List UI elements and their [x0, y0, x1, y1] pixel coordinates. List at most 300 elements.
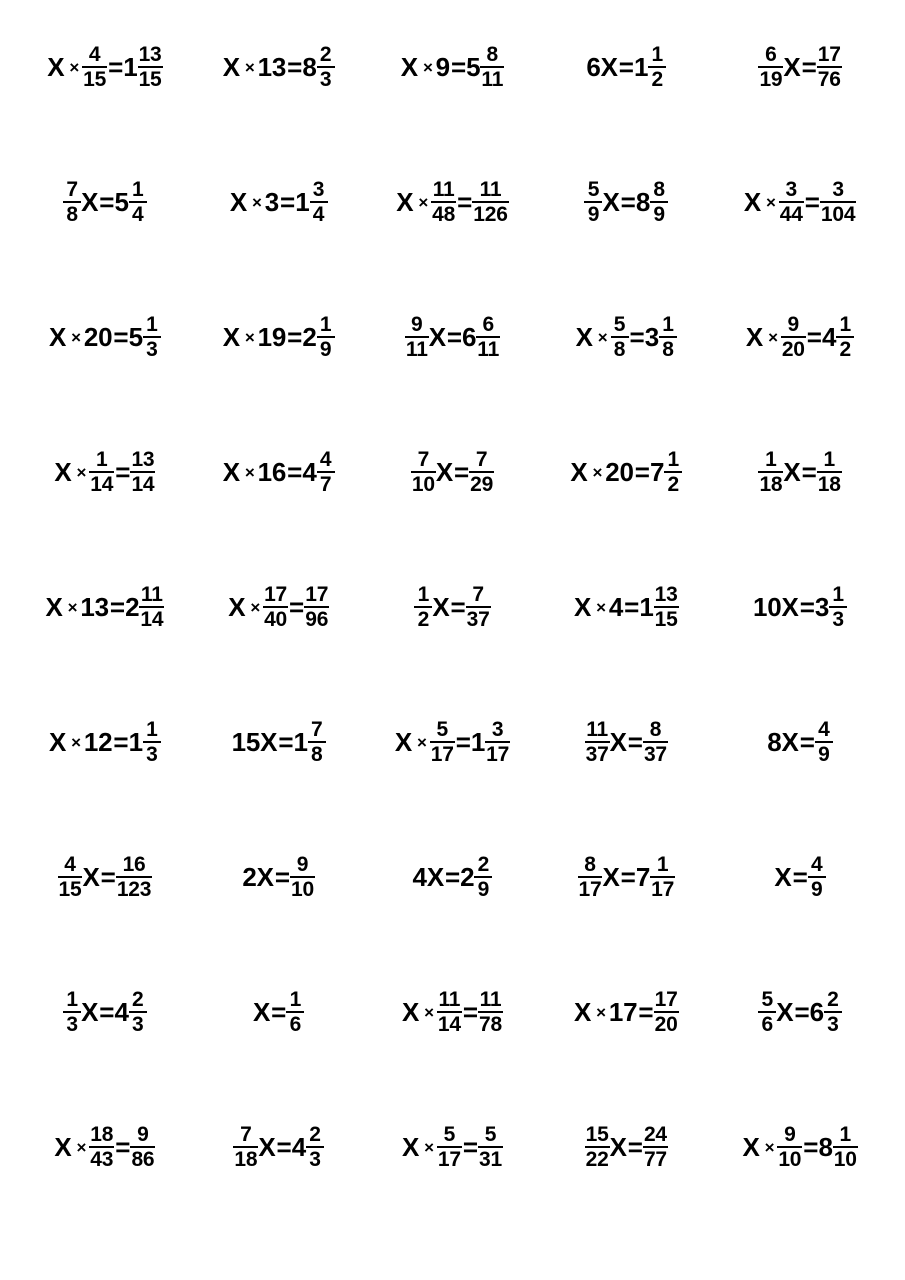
fraction-denominator: 3	[66, 1013, 78, 1036]
equation-right-side	[129, 314, 161, 360]
fraction-denominator: 37	[585, 743, 609, 766]
equation-r1c5	[758, 44, 841, 90]
multiply-operator: ×	[596, 597, 606, 617]
equation-left-side	[223, 459, 286, 485]
equation-left-side	[223, 54, 286, 80]
problem-cell-r5c3[interactable]	[366, 576, 540, 630]
fraction-numerator: 17	[654, 988, 678, 1011]
multiply-operator: ×	[422, 57, 433, 77]
fraction	[643, 1124, 668, 1170]
fraction	[659, 314, 677, 360]
equals-sign: =	[618, 52, 633, 82]
fraction-numerator: 9	[296, 853, 309, 876]
equation-right-side	[286, 989, 304, 1035]
fraction-denominator: 3	[309, 1148, 321, 1171]
problem-cell-r8c3[interactable]	[366, 981, 540, 1035]
variable-x: X	[783, 457, 801, 487]
equation-right-side	[295, 179, 327, 225]
fraction	[578, 854, 603, 900]
multiply-operator: ×	[244, 462, 255, 482]
fraction	[650, 854, 675, 900]
fraction-denominator: 6	[289, 1013, 302, 1036]
variable-x: X	[54, 1132, 72, 1162]
problem-cell-r9c4[interactable]	[539, 1116, 713, 1170]
problem-cell-r9c1[interactable]	[18, 1116, 192, 1170]
equation-right-side	[123, 44, 162, 90]
multiply-operator: ×	[76, 462, 87, 482]
whole-number: 3	[264, 187, 280, 217]
fraction	[584, 179, 602, 225]
multiply-operator: ×	[244, 57, 255, 77]
fraction-numerator: 4	[319, 448, 332, 471]
whole-number: 4	[821, 322, 837, 352]
equation-right-side	[116, 854, 152, 900]
fraction-numerator: 2	[827, 988, 839, 1011]
equals-sign: =	[806, 322, 821, 352]
equals-sign: =	[801, 457, 816, 487]
equation-right-side	[292, 1124, 324, 1170]
fraction-denominator: 9	[319, 338, 332, 361]
variable-x: X	[222, 322, 240, 352]
fraction-denominator: 3	[319, 68, 332, 91]
problem-cell-r1c3[interactable]	[366, 36, 540, 90]
whole-number: 7	[635, 862, 651, 892]
whole-number: 19	[257, 322, 287, 352]
fraction-denominator: 2	[651, 68, 663, 91]
fraction-denominator: 78	[479, 1013, 502, 1036]
fraction-numerator: 5	[436, 718, 448, 741]
problem-cell-r2c5[interactable]	[713, 171, 887, 225]
fraction-denominator: 9	[653, 203, 665, 226]
fraction-numerator: 5	[761, 988, 774, 1011]
fraction-denominator: 37	[466, 608, 490, 631]
equation-left-side	[233, 1124, 275, 1170]
equation-right-side	[808, 854, 826, 900]
multiply-operator: ×	[418, 192, 429, 212]
equation-right-side	[650, 449, 682, 495]
whole-number: 5	[114, 187, 129, 217]
fraction-numerator: 7	[417, 448, 430, 471]
variable-x: X	[401, 1132, 420, 1162]
fraction-numerator: 1	[96, 448, 108, 471]
fraction	[833, 1124, 858, 1170]
problem-cell-r7c1[interactable]	[18, 846, 192, 900]
fraction	[139, 584, 164, 630]
equals-sign: =	[113, 727, 128, 757]
fraction	[654, 584, 679, 630]
equation-r4c3	[411, 449, 494, 495]
fraction	[437, 989, 462, 1035]
fraction-denominator: 3	[146, 743, 158, 766]
fraction	[317, 449, 335, 495]
equation-left-side	[63, 179, 98, 225]
variable-x: X	[781, 592, 799, 622]
problem-cell-r6c2[interactable]	[192, 711, 366, 765]
equals-sign: =	[115, 457, 130, 487]
problem-cell-r2c1[interactable]	[18, 171, 192, 225]
fraction-numerator: 17	[264, 583, 288, 606]
equation-left-side	[54, 1124, 114, 1170]
whole-number: 7	[649, 457, 665, 487]
whole-number: 4	[412, 862, 427, 892]
fraction-denominator: 9	[811, 878, 823, 901]
multiply-operator: ×	[69, 57, 80, 77]
equation-left-side	[63, 989, 98, 1035]
equation-right-side	[460, 854, 492, 900]
equation-right-side	[478, 989, 503, 1035]
whole-number: 20	[605, 457, 634, 487]
fraction-denominator: 8	[311, 743, 323, 766]
variable-x: X	[774, 862, 792, 892]
problem-cell-r8c2[interactable]	[192, 981, 366, 1035]
fraction-numerator: 1	[146, 313, 158, 336]
fraction-denominator: 76	[817, 68, 841, 91]
fraction-denominator: 3	[832, 608, 844, 631]
multiply-operator: ×	[597, 327, 608, 347]
equation-left-side	[586, 54, 617, 80]
fraction	[781, 314, 806, 360]
whole-number: 16	[257, 457, 287, 487]
equation-right-side	[130, 449, 155, 495]
fraction-numerator: 8	[653, 178, 665, 201]
fraction	[815, 719, 833, 765]
whole-number: 5	[128, 322, 143, 352]
multiply-operator: ×	[596, 1002, 606, 1022]
problem-row	[18, 1116, 887, 1251]
fraction-numerator: 16	[122, 853, 146, 876]
fraction-numerator: 1	[839, 1123, 851, 1146]
problem-cell-r3c2[interactable]	[192, 306, 366, 360]
fraction-denominator: 4	[312, 203, 325, 226]
fraction	[480, 44, 504, 90]
fraction-numerator: 13	[654, 583, 678, 606]
problem-cell-r9c5[interactable]	[713, 1116, 887, 1170]
variable-x: X	[609, 727, 627, 757]
equation-left-side	[253, 999, 270, 1025]
equation-left-side	[758, 44, 800, 90]
fraction-numerator: 3	[785, 178, 797, 201]
equation-left-side	[232, 729, 278, 755]
equation-right-side	[815, 584, 847, 630]
problem-cell-r6c4[interactable]	[539, 711, 713, 765]
fraction-numerator: 17	[817, 43, 841, 66]
fraction	[430, 719, 455, 765]
fraction-denominator: 14	[90, 473, 114, 496]
equation-r2c3	[396, 179, 509, 225]
fraction	[664, 449, 682, 495]
fraction-numerator: 17	[305, 583, 329, 606]
equation-right-side	[817, 44, 842, 90]
fraction	[808, 854, 826, 900]
whole-number: 9	[435, 52, 450, 82]
equation-r9c1	[54, 1124, 155, 1170]
problem-cell-r8c4[interactable]	[539, 981, 713, 1035]
whole-number: 5	[466, 52, 481, 82]
equation-r8c3	[402, 989, 503, 1035]
fraction-numerator: 1	[651, 43, 663, 66]
equation-r7c5	[774, 854, 825, 900]
equation-right-side	[469, 449, 494, 495]
fraction-numerator: 3	[491, 718, 504, 741]
problem-cell-r3c5[interactable]	[713, 306, 887, 360]
fraction-numerator: 1	[667, 448, 679, 471]
equation-right-side	[643, 1124, 668, 1170]
equation-left-side	[45, 594, 108, 620]
equation-r4c5	[758, 449, 841, 495]
equation-left-side	[411, 449, 453, 495]
fraction-denominator: 31	[479, 1148, 502, 1171]
whole-number: 10	[753, 592, 782, 622]
whole-number: 20	[83, 322, 113, 352]
equation-r6c3	[395, 719, 510, 765]
variable-x: X	[396, 187, 414, 217]
problem-row	[18, 576, 887, 711]
variable-x: X	[401, 997, 420, 1027]
fraction-denominator: 44	[779, 203, 803, 226]
fraction-denominator: 4	[131, 203, 144, 226]
problem-cell-r5c4[interactable]	[539, 576, 713, 630]
variable-x: X	[81, 187, 99, 217]
equation-r5c3	[414, 584, 490, 630]
fraction	[308, 719, 326, 765]
equals-sign: =	[453, 457, 469, 487]
problem-cell-r7c5[interactable]	[713, 846, 887, 900]
fraction-numerator: 13	[131, 448, 155, 471]
whole-number: 12	[83, 727, 113, 757]
problem-cell-r2c2[interactable]	[192, 171, 366, 225]
variable-x: X	[260, 727, 278, 757]
whole-number: 4	[291, 1132, 306, 1162]
equation-r2c4	[584, 179, 668, 225]
problem-cell-r5c2[interactable]	[192, 576, 366, 630]
problem-cell-r3c4[interactable]	[539, 306, 713, 360]
fraction-numerator: 8	[486, 43, 499, 66]
fraction-denominator: 8	[66, 203, 78, 226]
equals-sign: =	[271, 997, 286, 1027]
fraction-denominator: 6	[761, 1013, 774, 1036]
fraction-numerator: 9	[411, 313, 423, 336]
equals-sign: =	[444, 862, 460, 892]
equation-left-side	[758, 989, 793, 1035]
variable-x: X	[776, 997, 794, 1027]
equation-left-side	[742, 1124, 802, 1170]
fraction-denominator: 126	[473, 203, 508, 226]
multiply-operator: ×	[765, 192, 776, 212]
equals-sign: =	[799, 727, 814, 757]
variable-x: X	[783, 52, 801, 82]
problem-cell-r7c4[interactable]	[539, 846, 713, 900]
fraction	[82, 44, 107, 90]
equation-right-side	[645, 314, 677, 360]
fraction	[476, 314, 500, 360]
fraction-denominator: 14	[140, 608, 164, 631]
equals-sign: =	[624, 592, 639, 622]
fraction-numerator: 13	[138, 43, 162, 66]
fraction	[130, 449, 155, 495]
equals-sign: =	[287, 52, 302, 82]
fraction-denominator: 77	[643, 1148, 667, 1171]
equation-left-side	[223, 324, 286, 350]
fraction	[89, 449, 114, 495]
problem-cell-r3c1[interactable]	[18, 306, 192, 360]
equation-r5c5	[753, 584, 847, 630]
equation-left-side	[230, 189, 279, 215]
problem-cell-r1c1[interactable]	[18, 36, 192, 90]
equation-left-side	[767, 729, 798, 755]
problem-row	[18, 981, 887, 1116]
fraction-numerator: 6	[765, 43, 777, 66]
whole-number: 8	[302, 52, 317, 82]
variable-x: X	[609, 1132, 627, 1162]
problem-cell-r4c4[interactable]	[539, 441, 713, 495]
problem-cell-r5c1[interactable]	[18, 576, 192, 630]
fraction-denominator: 43	[90, 1148, 114, 1171]
equation-r4c1	[54, 449, 155, 495]
variable-x: X	[575, 322, 593, 352]
problem-cell-r8c5[interactable]	[713, 981, 887, 1035]
fraction	[58, 854, 83, 900]
equals-sign: =	[620, 187, 635, 217]
fraction-denominator: 86	[131, 1148, 155, 1171]
fraction-denominator: 14	[437, 1013, 461, 1036]
fraction	[129, 179, 147, 225]
problem-cell-r3c3[interactable]	[366, 306, 540, 360]
fraction	[143, 719, 161, 765]
problem-cell-r4c5[interactable]	[713, 441, 887, 495]
fraction	[317, 314, 335, 360]
fraction-denominator: 17	[486, 743, 510, 766]
whole-number: 1	[470, 727, 486, 757]
multiply-operator: ×	[417, 732, 427, 752]
equation-right-side	[815, 719, 833, 765]
equals-sign: =	[99, 187, 114, 217]
problem-cell-r1c2[interactable]	[192, 36, 366, 90]
fraction-denominator: 11	[481, 68, 504, 91]
problem-cell-r2c4[interactable]	[539, 171, 713, 225]
equation-right-side	[302, 44, 334, 90]
fraction	[474, 854, 492, 900]
fraction	[648, 44, 666, 90]
problem-cell-r6c1[interactable]	[18, 711, 192, 765]
problem-cell-r6c3[interactable]	[366, 711, 540, 765]
whole-number: 4	[302, 457, 317, 487]
fraction	[116, 854, 152, 900]
equals-sign: =	[455, 727, 470, 757]
fraction-denominator: 96	[305, 608, 329, 631]
multiply-operator: ×	[76, 1137, 87, 1157]
problem-cell-r9c3[interactable]	[366, 1116, 540, 1170]
fraction-numerator: 7	[311, 718, 323, 741]
whole-number: 15	[231, 727, 261, 757]
fraction-denominator: 2	[667, 473, 679, 496]
fraction	[654, 989, 679, 1035]
variable-x: X	[253, 997, 271, 1027]
equals-sign: =	[804, 187, 819, 217]
equation-left-side	[570, 459, 633, 485]
fraction	[585, 719, 610, 765]
fraction	[478, 989, 503, 1035]
equation-right-side	[478, 1124, 503, 1170]
problem-cell-r2c3[interactable]	[366, 171, 540, 225]
problem-cell-r4c1[interactable]	[18, 441, 192, 495]
fraction	[820, 179, 856, 225]
whole-number: 13	[80, 592, 109, 622]
fraction	[650, 179, 668, 225]
fraction-numerator: 11	[438, 988, 461, 1011]
problem-cell-r6c5[interactable]	[713, 711, 887, 765]
fraction-denominator: 14	[131, 473, 155, 496]
variable-x: X	[745, 322, 764, 352]
fraction-numerator: 15	[585, 1123, 609, 1146]
fraction	[290, 854, 315, 900]
fraction-numerator: 1	[66, 988, 78, 1011]
fraction-denominator: 40	[264, 608, 288, 631]
problem-cell-r8c1[interactable]	[18, 981, 192, 1035]
fraction	[829, 584, 847, 630]
problem-cell-r5c5[interactable]	[713, 576, 887, 630]
fraction-numerator: 4	[64, 853, 76, 876]
fraction	[469, 449, 494, 495]
problem-cell-r4c3[interactable]	[366, 441, 540, 495]
fraction-denominator: 18	[759, 473, 783, 496]
equation-left-side	[746, 314, 806, 360]
equals-sign: =	[803, 1132, 818, 1162]
fraction-numerator: 4	[811, 853, 823, 876]
equation-r6c5	[767, 719, 833, 765]
equation-r3c3	[405, 314, 500, 360]
fraction-numerator: 1	[832, 583, 844, 606]
equation-left-side	[774, 864, 791, 890]
fraction-denominator: 19	[759, 68, 783, 91]
problem-cell-r7c3[interactable]	[366, 846, 540, 900]
equation-left-side	[401, 54, 450, 80]
equation-r3c1	[49, 314, 161, 360]
fraction-denominator: 15	[83, 68, 107, 91]
fraction	[817, 44, 842, 90]
multiply-operator: ×	[592, 462, 603, 482]
problem-cell-r1c4[interactable]	[539, 36, 713, 90]
fraction-denominator: 15	[58, 878, 82, 901]
equation-right-side	[302, 449, 334, 495]
equals-sign: =	[109, 592, 125, 622]
problem-cell-r1c5[interactable]	[713, 36, 887, 90]
fraction-denominator: 20	[654, 1013, 678, 1036]
fraction-numerator: 8	[649, 718, 662, 741]
problem-cell-r9c2[interactable]	[192, 1116, 366, 1170]
fraction-numerator: 6	[482, 313, 494, 336]
problem-row	[18, 36, 887, 171]
problem-cell-r4c2[interactable]	[192, 441, 366, 495]
fraction	[63, 989, 81, 1035]
fraction-numerator: 1	[656, 853, 669, 876]
equation-left-side	[413, 864, 444, 890]
equation-left-side	[585, 1124, 627, 1170]
fraction	[485, 719, 510, 765]
fraction-numerator: 5	[443, 1123, 456, 1146]
fraction	[129, 989, 147, 1035]
variable-x: X	[258, 1132, 276, 1162]
fraction-numerator: 9	[137, 1123, 149, 1146]
fraction-denominator: 8	[662, 338, 674, 361]
fraction	[836, 314, 854, 360]
fraction-denominator: 9	[587, 203, 600, 226]
problem-cell-r7c2[interactable]	[192, 846, 366, 900]
fraction	[405, 314, 429, 360]
fraction	[585, 1124, 610, 1170]
fraction	[138, 44, 163, 90]
problem-row	[18, 846, 887, 981]
fraction-numerator: 11	[586, 718, 609, 741]
